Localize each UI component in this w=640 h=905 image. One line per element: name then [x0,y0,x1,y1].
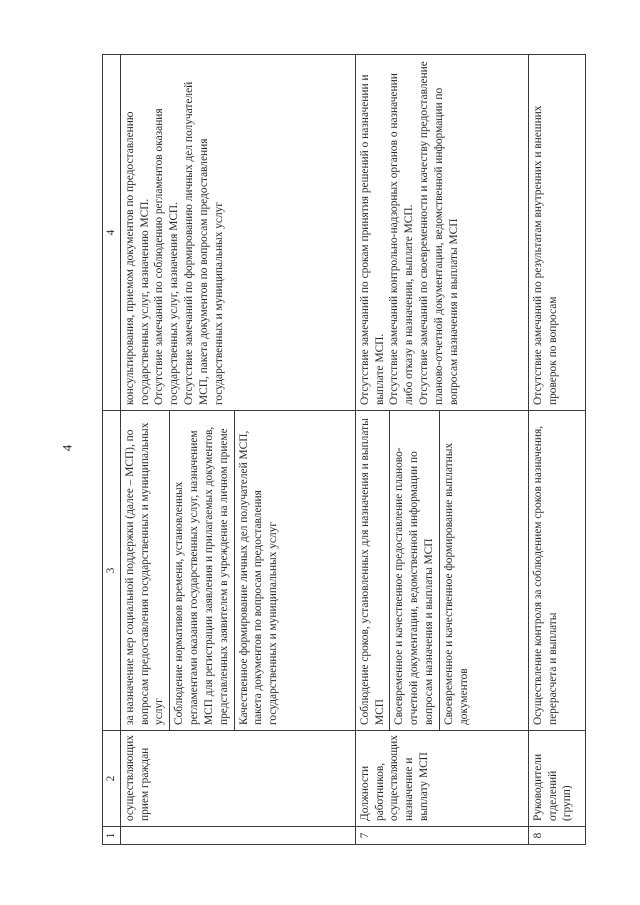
position-cell: Должности работников, осуществляющих назначение и выплату МСП [355,731,528,827]
indicator-item: за назначение мер социальной поддержки (далее – МСП), по вопросам предоставления государственных и муниципальных услуг [123,411,170,730]
indicator-item: Соблюдение нормативов времени, установленных регламентами оказания государственных услуг, назначением МСП для регистрации заявления и прилагаемых документов, представленных заявителем в учреждение на личном приеме [172,411,234,730]
criterion-item: Отсутствие замечаний по срокам принятия решений о назначении и выплате МСП. [358,74,386,405]
indicator-item: Качественное формирование личных дел получателей МСП, пакета документов по вопросам предоставления государственных и муниципальных услуг [237,430,280,725]
criterion-item: Отсутствие замечаний по формированию личных дел получателей МСП, пакета документов по вопросам предоставления государственных и муниципальных услуг [183,81,225,405]
criterion-cell [120,55,355,411]
row-number: 8 [528,827,585,845]
indicator-cell [355,411,528,731]
header-cell-1: 1 [103,827,121,845]
row-number: 7 [355,827,528,845]
indicator-item: Своевременное и качественное формирование выплатных документов [442,442,470,725]
criterion-item: Отсутствие замечаний по соблюдению регламентов оказания государственных услуг, назначения МСП. [153,108,181,405]
criterion-cell: Отсутствие замечаний по результатам внутренних и внешних проверок по вопросам [528,55,585,411]
indicator-item: Своевременное и качественное предоставление планово-отчетной документации, ведомственной информации по вопросам назначения и выплаты МСП [392,411,439,730]
position-cell: осуществляющих прием граждан [120,731,355,827]
indicator-cell: Осуществление контроля за соблюдением сроков назначения, перерасчета и выплаты [528,411,585,731]
table-row-8 [528,55,585,845]
table-row-7 [355,55,528,845]
indicator-item: Соблюдение сроков, установленных для назначения и выплаты МСП [358,411,391,730]
criterion-item: Отсутствие замечаний контрольно-надзорных органов о назначении либо отказу в назначении, выплате МСП. [388,73,416,405]
criterion-cell [355,55,528,411]
page-number: 4 [59,444,75,452]
table-header-row [103,55,121,845]
header-cell-4: 4 [103,55,121,411]
table-row-continued [120,55,355,845]
header-cell-3: 3 [103,411,121,731]
criteria-table [102,54,586,845]
indicator-cell [120,411,355,731]
criterion-item: Отсутствие замечаний по своевременности и качеству предоставление планово-отчетной документации, ведомственной информации по вопросам назначения и выплаты МСП [418,61,460,405]
row-number [120,827,355,845]
header-cell-2: 2 [103,731,121,827]
position-cell: Руководители отделений (групп) [528,731,585,827]
rotated-table-wrapper [102,55,602,845]
criterion-item: консультирования, приемом документов по предоставлению государственных услуг, назначению МСП. [123,111,151,405]
